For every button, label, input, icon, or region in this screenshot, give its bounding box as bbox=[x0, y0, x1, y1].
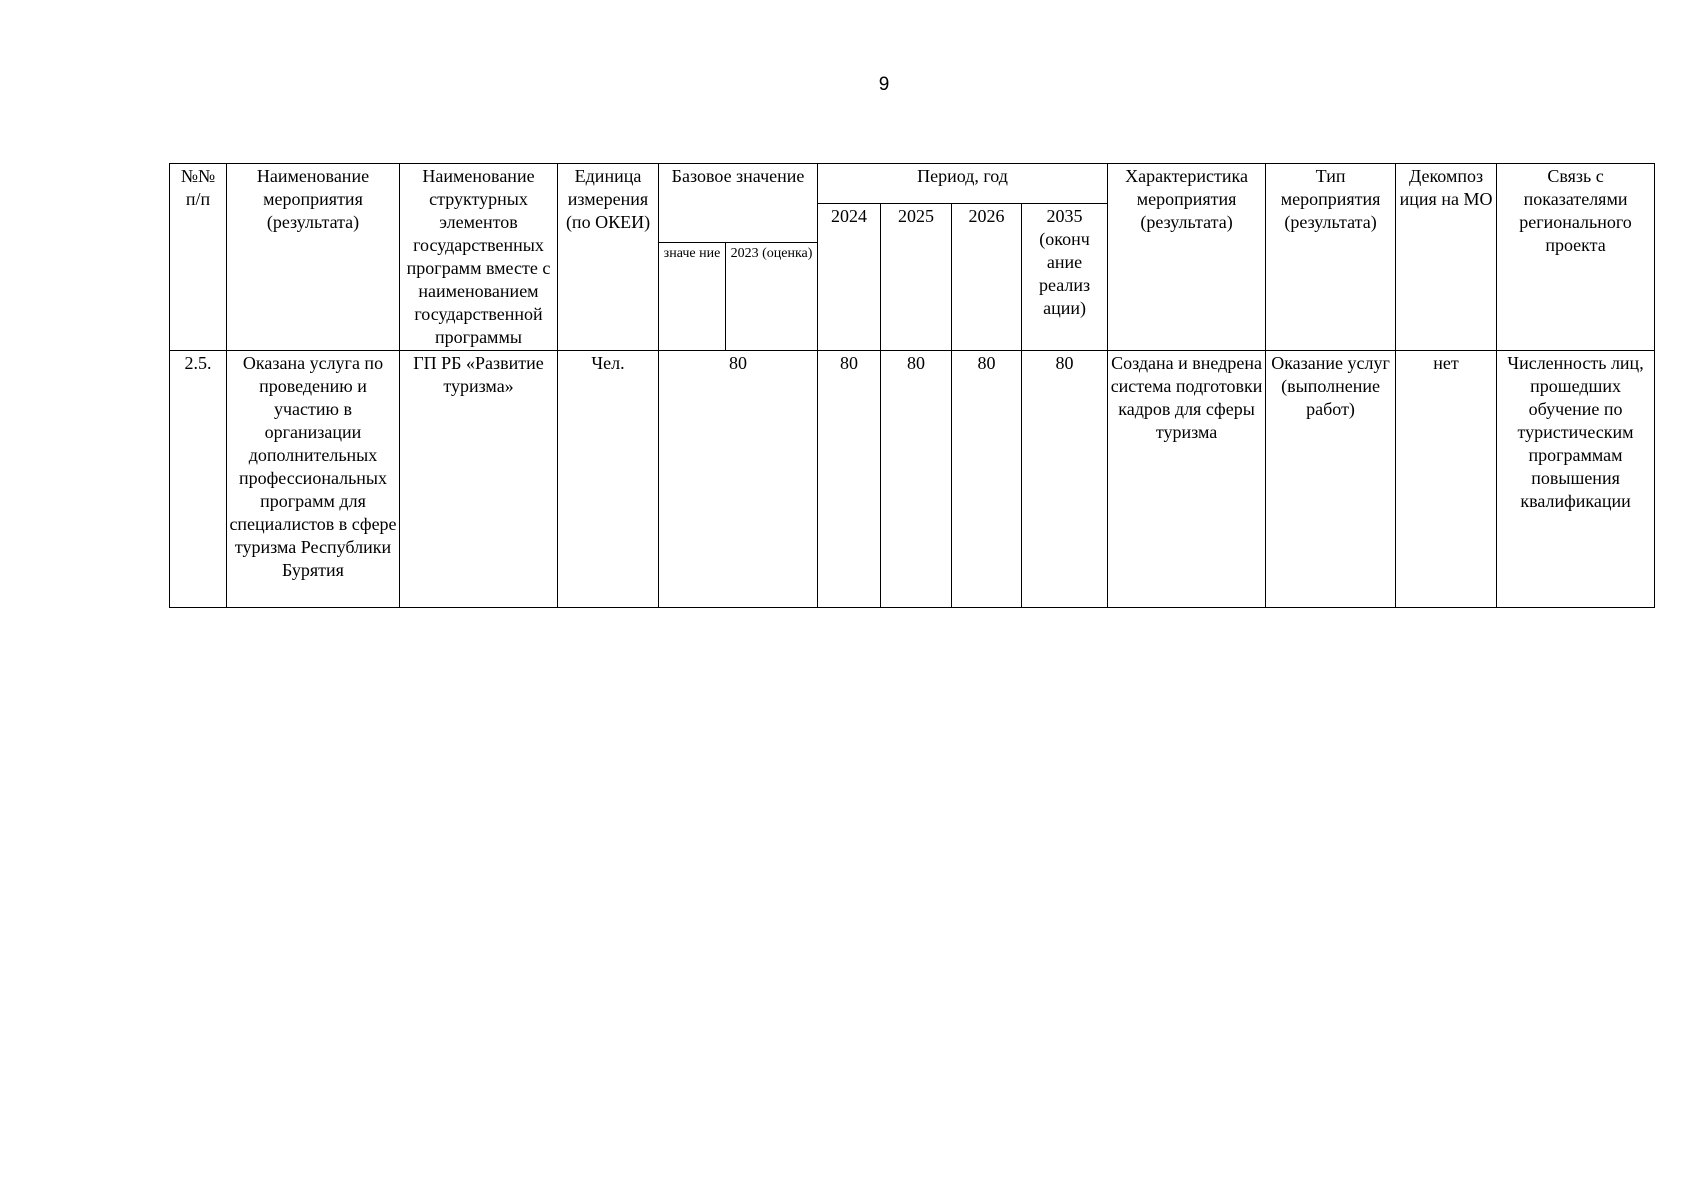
header-characteristic: Характеристика мероприятия (результата) bbox=[1108, 164, 1266, 351]
cell-base-value: 80 bbox=[659, 351, 818, 608]
header-year-2025: 2025 bbox=[881, 204, 952, 351]
header-base-value-sub: значе ние bbox=[659, 243, 726, 351]
header-base-value: Базовое значение bbox=[659, 164, 818, 243]
cell-2025: 80 bbox=[881, 351, 952, 608]
cell-structural: ГП РБ «Развитие туризма» bbox=[400, 351, 558, 608]
table-row bbox=[170, 351, 1655, 608]
page-number: 9 bbox=[878, 74, 890, 95]
cell-characteristic: Создана и внедрена система подготовки кадров для сферы туризма bbox=[1108, 351, 1266, 608]
cell-type: Оказание услуг (выполнение работ) bbox=[1266, 351, 1396, 608]
header-name: Наименование мероприятия (результата) bbox=[227, 164, 400, 351]
cell-2024: 80 bbox=[818, 351, 881, 608]
header-structural: Наименование структурных элементов государственных программ вместе с наименованием государственной программы bbox=[400, 164, 558, 351]
cell-2026: 80 bbox=[952, 351, 1022, 608]
header-decomposition: Декомпоз иция на МО bbox=[1396, 164, 1497, 351]
header-year-2035: 2035 (оконч ание реализ ации) bbox=[1022, 204, 1108, 351]
header-type: Тип мероприятия (результата) bbox=[1266, 164, 1396, 351]
header-year-2026: 2026 bbox=[952, 204, 1022, 351]
header-base-year: 2023 (оценка) bbox=[726, 243, 818, 351]
cell-link: Численность лиц, прошедших обучение по туристическим программам повышения квалификации bbox=[1497, 351, 1655, 608]
cell-name: Оказана услуга по проведению и участию в организации дополнительных профессиональных программ для специалистов в сфере туризма Республики Бурятия bbox=[227, 351, 400, 608]
cell-2035: 80 bbox=[1022, 351, 1108, 608]
header-year-2024: 2024 bbox=[818, 204, 881, 351]
header-unit: Единица измерения (по ОКЕИ) bbox=[558, 164, 659, 351]
header-link: Связь с показателями регионального проекта bbox=[1497, 164, 1655, 351]
header-row-1 bbox=[170, 164, 1655, 204]
cell-unit: Чел. bbox=[558, 351, 659, 608]
cell-num: 2.5. bbox=[170, 351, 227, 608]
header-num: №№ п/п bbox=[170, 164, 227, 351]
cell-decomposition: нет bbox=[1396, 351, 1497, 608]
activities-table bbox=[169, 163, 1655, 608]
header-period: Период, год bbox=[818, 164, 1108, 204]
